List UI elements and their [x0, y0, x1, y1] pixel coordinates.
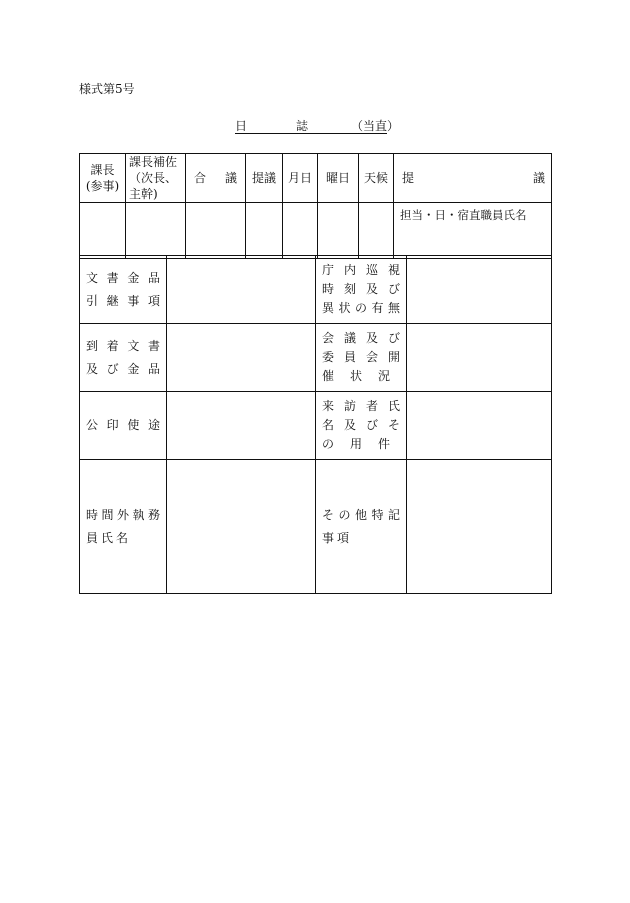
label-char: 印 — [106, 418, 119, 432]
label-char: 着 — [106, 338, 119, 353]
header-consultation-char2: 議 — [224, 171, 237, 185]
log-table — [79, 255, 552, 594]
label-char: 異 — [322, 301, 335, 315]
header-assistant-chief-line1: 課長補佐 — [129, 155, 178, 169]
cell-duty-staff[interactable] — [394, 203, 552, 259]
cell-other-notes[interactable] — [407, 460, 552, 594]
header-proposal-char1: 提 — [402, 171, 415, 185]
header-section-chief — [80, 154, 126, 203]
label-char: の — [354, 301, 367, 315]
label-char: 件 — [378, 437, 391, 451]
label-line — [86, 414, 160, 437]
label-char: 項 — [147, 293, 160, 308]
label-line — [322, 527, 400, 550]
label-char: 金 — [127, 361, 140, 376]
label-line — [322, 367, 400, 386]
cell-overtime-staff[interactable] — [167, 460, 316, 594]
label-char: 会 — [365, 350, 378, 364]
label-char: 会 — [322, 331, 335, 345]
header-section-chief-line2: (参事) — [85, 179, 120, 193]
label-char: び — [106, 361, 119, 376]
label-char: 刻 — [343, 282, 356, 296]
label-meetings — [316, 324, 407, 392]
label-overtime-staff — [80, 460, 167, 594]
label-char: 員 — [86, 530, 99, 545]
cell-patrol[interactable] — [407, 256, 552, 324]
label-line — [322, 435, 400, 454]
label-char: 及 — [86, 361, 99, 376]
label-line — [86, 335, 160, 358]
cell-assistant-chief-seal[interactable] — [126, 203, 186, 259]
label-line — [86, 527, 160, 550]
label-char: 視 — [387, 263, 400, 277]
cell-arrived-documents[interactable] — [167, 324, 316, 392]
header-consultation-char1: 合 — [194, 171, 207, 185]
header-proposal — [394, 154, 552, 203]
label-line — [86, 504, 160, 527]
label-line — [322, 348, 400, 367]
label-line — [322, 397, 400, 416]
label-visitors — [316, 392, 407, 460]
label-char: 用 — [350, 437, 363, 451]
label-char: 氏 — [387, 399, 400, 413]
label-char: 氏 — [101, 530, 114, 545]
label-line — [86, 358, 160, 381]
label-char: び — [387, 282, 400, 296]
header-section-chief-line1: 課長 — [90, 163, 115, 177]
cell-month-day[interactable] — [283, 203, 318, 259]
label-char: 名 — [322, 418, 335, 432]
document-title — [0, 117, 630, 135]
label-char: 及 — [365, 282, 378, 296]
label-char: 公 — [86, 418, 99, 432]
label-line — [86, 267, 160, 290]
label-char: 外 — [116, 507, 129, 522]
label-char: 到 — [86, 338, 99, 353]
label-char: 品 — [147, 270, 160, 285]
label-char: の — [322, 437, 335, 451]
label-char: そ — [322, 507, 335, 522]
cell-proposal-seal[interactable] — [246, 203, 283, 259]
label-char: 事 — [127, 293, 140, 308]
cell-section-chief-seal[interactable] — [80, 203, 126, 259]
label-char: 書 — [106, 270, 119, 285]
label-line — [322, 416, 400, 435]
header-proposal-char2: 議 — [532, 171, 545, 185]
form-number: 様式第5号 — [79, 82, 135, 96]
header-weekday: 曜日 — [318, 154, 359, 203]
label-char: 巡 — [365, 263, 378, 277]
label-char: 品 — [147, 361, 160, 376]
title-subtitle: （当直） — [351, 119, 400, 133]
label-char: 項 — [337, 530, 350, 545]
label-char: 状 — [338, 301, 351, 315]
header-proposal-short: 提議 — [246, 154, 283, 203]
label-char: の — [338, 507, 351, 522]
label-line — [322, 280, 400, 299]
label-line — [322, 504, 400, 527]
label-char: 間 — [101, 507, 114, 522]
label-char: 書 — [147, 338, 160, 353]
cell-meetings[interactable] — [407, 324, 552, 392]
label-char: 文 — [127, 338, 140, 353]
header-consultation — [186, 154, 246, 203]
label-char: 時 — [86, 507, 99, 522]
label-char: 文 — [86, 270, 99, 285]
label-char: そ — [387, 418, 400, 432]
title-char-day: 日 — [235, 119, 248, 133]
label-char: 時 — [322, 282, 335, 296]
label-char: 状 — [350, 369, 363, 383]
label-char: 記 — [387, 507, 400, 522]
cell-weekday[interactable] — [318, 203, 359, 259]
label-char: 執 — [132, 507, 145, 522]
label-char: 員 — [343, 350, 356, 364]
label-char: 訪 — [343, 399, 356, 413]
label-char: び — [387, 331, 400, 345]
label-char: 委 — [322, 350, 335, 364]
title-underline — [235, 133, 387, 134]
label-other-notes — [316, 460, 407, 594]
cell-consultation-seal[interactable] — [186, 203, 246, 259]
label-patrol — [316, 256, 407, 324]
label-line — [322, 261, 400, 280]
cell-documents-handover[interactable] — [167, 256, 316, 324]
label-line — [322, 299, 400, 318]
label-char: 内 — [343, 263, 356, 277]
label-char: 議 — [343, 331, 356, 345]
label-char: 務 — [147, 507, 160, 522]
label-char: 名 — [116, 530, 129, 545]
approval-table — [79, 153, 552, 259]
cell-visitors[interactable] — [407, 392, 552, 460]
header-assistant-chief-line3: 主幹) — [129, 187, 158, 201]
label-char: 継 — [106, 293, 119, 308]
label-char: 庁 — [322, 263, 335, 277]
label-char: 況 — [378, 369, 391, 383]
label-arrived-documents — [80, 324, 167, 392]
label-char: 途 — [147, 418, 160, 432]
label-char: 無 — [387, 301, 400, 315]
header-assistant-chief-line2: （次長、 — [129, 171, 178, 185]
label-char: 特 — [371, 507, 384, 522]
label-line — [322, 329, 400, 348]
label-char: 来 — [322, 399, 335, 413]
cell-weather[interactable] — [359, 203, 394, 259]
label-seal-usage — [80, 392, 167, 460]
duty-staff-label: 担当・日・宿直職員氏名 — [400, 208, 527, 222]
header-weather: 天候 — [359, 154, 394, 203]
label-char: 有 — [371, 301, 384, 315]
cell-seal-usage[interactable] — [167, 392, 316, 460]
label-char: 使 — [127, 418, 140, 432]
title-char-record: 誌 — [296, 119, 309, 133]
label-line — [86, 290, 160, 313]
label-documents-handover — [80, 256, 167, 324]
header-assistant-chief — [126, 154, 186, 203]
label-char: 及 — [365, 331, 378, 345]
label-char: 事 — [322, 530, 335, 545]
label-char: 及 — [343, 418, 356, 432]
label-char: 者 — [365, 399, 378, 413]
label-char: 引 — [86, 293, 99, 308]
label-char: 開 — [387, 350, 400, 364]
header-month-day: 月日 — [283, 154, 318, 203]
label-char: 催 — [322, 369, 335, 383]
label-char: 金 — [127, 270, 140, 285]
label-char: び — [365, 418, 378, 432]
label-char: 他 — [354, 507, 367, 522]
